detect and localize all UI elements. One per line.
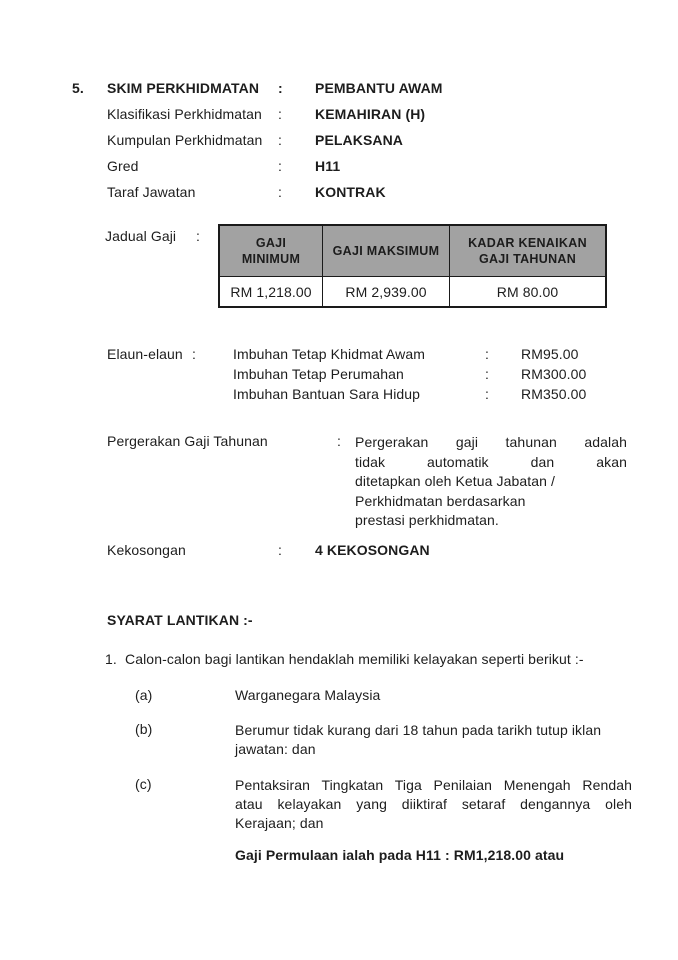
colon-separator: : — [278, 132, 282, 148]
requirements-intro — [105, 651, 660, 667]
text-line: Pentaksiran Tingkatan Tiga Penilaian Menengah Rendah — [235, 777, 632, 793]
header-line: MINIMUM — [241, 252, 301, 266]
scheme-row — [72, 153, 632, 179]
colon-separator: : — [196, 228, 200, 244]
colon-separator: : — [485, 386, 489, 402]
starting-salary-note: Gaji Permulaan ialah pada H11 : RM1,218.00 atau — [235, 847, 565, 863]
scheme-row — [72, 127, 632, 153]
salary-table — [218, 224, 607, 308]
scheme-value: KEMAHIRAN (H) — [315, 106, 426, 122]
header-line: GAJI TAHUNAN — [478, 252, 577, 266]
requirement-item-a — [135, 687, 655, 703]
header-line: KADAR KENAIKAN — [468, 236, 587, 250]
colon-separator: : — [278, 542, 282, 558]
colon-separator: : — [278, 158, 282, 174]
text-line: prestasi perkhidmatan. — [355, 512, 499, 528]
scheme-value: PEMBANTU AWAM — [315, 80, 443, 96]
scheme-label: Kumpulan Perkhidmatan — [107, 132, 263, 148]
text-line: Pergerakan gaji tahunan adalah — [355, 434, 627, 450]
text-line: Perkhidmatan berdasarkan — [355, 492, 526, 509]
allowance-row — [107, 364, 647, 384]
allowance-name: Imbuhan Tetap Khidmat Awam — [233, 346, 425, 362]
salary-schedule-label — [105, 228, 200, 244]
text-line: Warganegara Malaysia — [235, 687, 381, 703]
scheme-row — [72, 179, 632, 205]
item-text — [235, 721, 655, 759]
text-line: tidak automatik dan akan — [355, 453, 627, 470]
colon-separator: : — [485, 366, 489, 382]
list-number: 1. — [105, 651, 117, 667]
colon-separator: : — [278, 80, 283, 96]
colon-separator: : — [337, 433, 341, 449]
allowance-name: Imbuhan Tetap Perumahan — [233, 366, 404, 382]
allowance-amount: RM300.00 — [521, 366, 587, 382]
item-marker: (a) — [135, 687, 153, 703]
allowances-block — [107, 344, 647, 404]
salary-movement-text — [355, 433, 627, 531]
value-kadar-kenaikan: RM 80.00 — [450, 277, 607, 308]
allowance-row — [107, 344, 647, 364]
item-number: 5. — [72, 80, 84, 96]
requirements-heading: SYARAT LANTIKAN :- — [107, 612, 253, 628]
item-marker: (c) — [135, 776, 152, 792]
value-gaji-minimum: RM 1,218.00 — [219, 277, 323, 308]
text-line: Kerajaan; dan — [235, 815, 324, 831]
scheme-label: Taraf Jawatan — [107, 184, 196, 200]
text-line: Berumur tidak kurang dari 18 tahun pada tarikh tutup iklan — [235, 722, 602, 738]
allowance-name: Imbuhan Bantuan Sara Hidup — [233, 386, 421, 402]
header-gaji-maksimum — [323, 225, 450, 277]
allowance-amount: RM350.00 — [521, 386, 587, 402]
item-text — [235, 687, 655, 703]
scheme-value: H11 — [315, 158, 341, 174]
text-line: ditetapkan oleh Ketua Jabatan / — [355, 473, 556, 489]
vacancy-row — [107, 542, 607, 558]
allowances-label: Elaun-elaun — [107, 346, 183, 362]
salary-movement-label: Pergerakan Gaji Tahunan — [107, 433, 268, 449]
requirement-item-b — [135, 721, 655, 759]
scheme-value: KONTRAK — [315, 184, 386, 200]
allowances-label-cell — [107, 346, 233, 362]
scheme-label: SKIM PERKHIDMATAN — [107, 80, 260, 96]
vacancy-label: Kekosongan — [107, 542, 186, 558]
colon-separator: : — [278, 106, 282, 122]
colon-separator: : — [278, 184, 282, 200]
colon-separator: : — [485, 346, 489, 362]
header-line: GAJI MAKSIMUM — [332, 244, 440, 258]
text-line: jawatan: dan — [235, 741, 316, 757]
scheme-row — [72, 75, 632, 101]
header-kadar-kenaikan — [450, 225, 607, 277]
salary-table-header-row — [219, 225, 606, 277]
header-gaji-minimum — [219, 225, 323, 277]
item-text — [235, 776, 632, 833]
colon-separator: : — [192, 346, 196, 362]
scheme-row — [72, 101, 632, 127]
jadual-gaji-label: Jadual Gaji — [105, 228, 177, 244]
text-line: atau kelayakan yang diiktiraf setaraf dengannya oleh — [235, 796, 632, 812]
salary-movement-block — [107, 433, 667, 543]
scheme-label: Klasifikasi Perkhidmatan — [107, 106, 262, 122]
salary-table-value-row — [219, 277, 606, 308]
item-marker: (b) — [135, 721, 153, 737]
allowance-row — [107, 384, 647, 404]
scheme-label: Gred — [107, 158, 139, 174]
service-scheme-block — [72, 75, 632, 205]
value-gaji-maksimum: RM 2,939.00 — [323, 277, 450, 308]
allowance-amount: RM95.00 — [521, 346, 579, 362]
vacancy-value: 4 KEKOSONGAN — [315, 542, 430, 558]
scheme-value: PELAKSANA — [315, 132, 404, 148]
header-line: GAJI — [255, 236, 287, 250]
intro-text: Calon-calon bagi lantikan hendaklah memiliki kelayakan seperti berikut :- — [125, 651, 584, 667]
requirement-item-c — [135, 776, 655, 833]
